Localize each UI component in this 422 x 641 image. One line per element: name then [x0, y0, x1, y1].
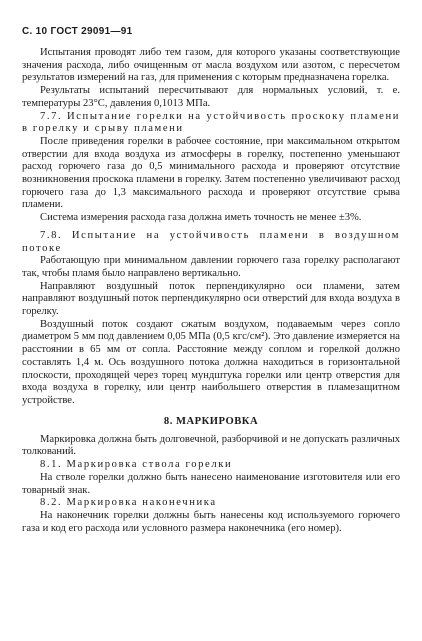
paragraph-7-7-accuracy: Система измерения расхода газа должна иметь точность не менее ±3%.	[40, 212, 362, 224]
section-title-marking: 8. МАРКИРОВКА	[163, 415, 259, 427]
paragraph-8-2: На наконечник горелки должны быть нанесены код используемого горючего газа и код его расхода или условного размера наконечника (его номер).	[22, 509, 400, 534]
paragraph-7-8-airflow: Воздушный поток создают сжатым воздухом, подаваемым через сопло диаметром 5 мм под давлением 0,05 МПа (0,5 кгс/см²). Это давление измеряется на расстоянии в 65 мм от сопла. Расстояние между соплом и горелкой должно составлять 1,4 м. Ось воздушного потока должна находиться в горизонтальной плоскости, проходящей через торец мундштука горелки или центр отверстия для входа воздуха в горелку, или центр наибольшего отверстия в пламезащитном устройстве.	[22, 318, 400, 406]
paragraph-8-1: На стволе горелки должно быть нанесено наименование изготовителя или его товарный знак.	[22, 471, 400, 496]
heading-8-2: 8.2. Маркировка наконечника	[40, 497, 217, 509]
paragraph-7-8-position: Работающую при минимальном давлении горючего газа горелку располагают так, чтобы пламя было направлено вертикально.	[22, 255, 400, 279]
paragraph-test-gas: Испытания проводят либо тем газом, для которого указаны соответствующие значения расхода, либо очищенным от масла воздухом или азотом, с пересчетом результатов измерений на газ, для применения с которым предназначена горелка.	[22, 47, 400, 84]
paragraph-recalc: Результаты испытаний пересчитывают для нормальных условий, т. е. температуры 23°С, давления 0,1013 МПа.	[22, 85, 400, 109]
paragraph-7-7-procedure: После приведения горелки в рабочее состояние, при максимальном открытом отверстии для входа воздуха из атмосферы в горелку, постепенно уменьшают расход горючего газа до 0,5 минимального расхода и проверяют отсутствие возникновения проскока пламени в горелку. Затем постепенно увеличивают расход горючего газа до 1,3 максимального расхода и проверяют отсутствие срыва пламени.	[22, 135, 400, 211]
heading-8-1: 8.1. Маркировка ствола горелки	[40, 459, 233, 471]
heading-7-8: 7.8. Испытание на устойчивость пламени в воздушном потоке	[22, 229, 400, 254]
paragraph-7-8-direction: Направляют воздушный поток перпендикулярно оси пламени, затем направляют воздушный поток перпендикулярно оси отверстий для входа воздуха в горелку.	[22, 280, 400, 318]
page-header: С. 10 ГОСТ 29091—91	[22, 26, 133, 37]
paragraph-marking-general: Маркировка должна быть долговечной, разборчивой и не допускать различных толкований.	[22, 433, 400, 458]
heading-7-7: 7.7. Испытание горелки на устойчивость проскоку пламени в горелку и срыву пламени	[22, 110, 400, 135]
